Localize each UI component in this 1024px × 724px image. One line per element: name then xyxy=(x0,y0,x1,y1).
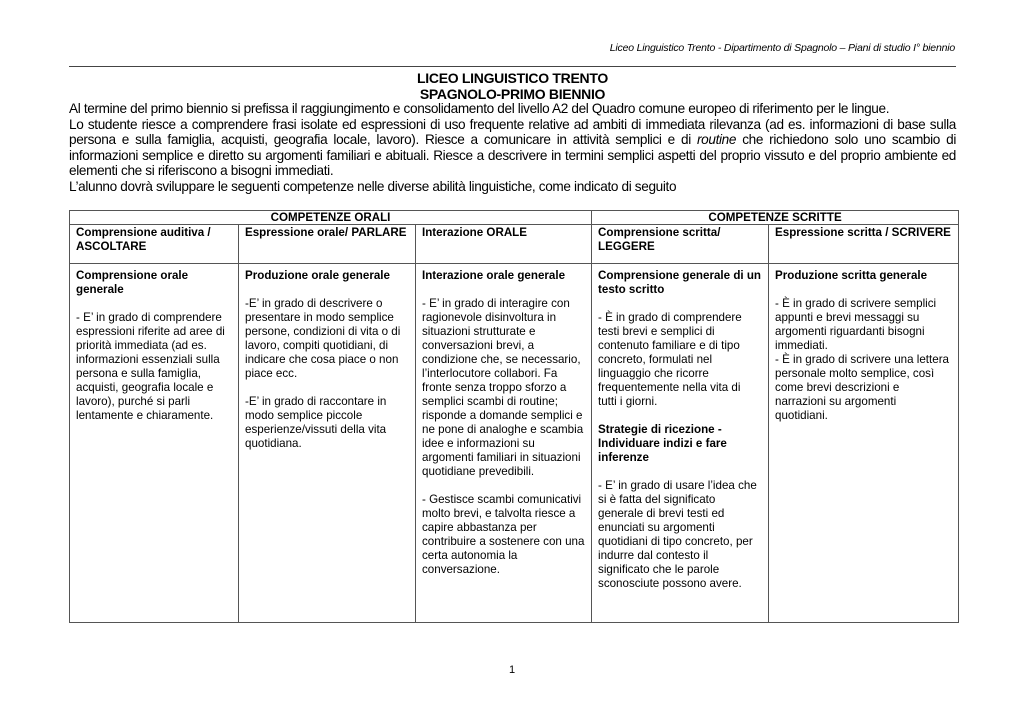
cell-heading: Produzione orale generale xyxy=(245,269,390,282)
table-cell xyxy=(239,264,416,623)
cell-text: - È in grado di comprendere testi brevi e semplici di contenuto familiare e di tipo concreto, formulati nel linguaggio che ricorre frequentemente nella vita di tutti i giorni. xyxy=(598,311,742,408)
column-header: Comprensione scritta/ LEGGERE xyxy=(592,225,769,264)
document-titles xyxy=(69,70,956,102)
table-cell xyxy=(70,264,239,623)
cell-text: - È in grado di scrivere semplici appunti e brevi messaggi su argomenti riguardanti bisogni immediati. xyxy=(775,297,937,352)
cell-text: - E’ in grado di comprendere espressioni riferite ad aree di priorità immediata (ad es. informazioni essenziali sulla persona e sulla famiglia, acquisti, geografia locale e lavoro), purché si parli lentamente e chiaramente. xyxy=(76,311,225,422)
group-oral: COMPETENZE ORALI xyxy=(70,211,592,225)
column-header: Interazione ORALE xyxy=(416,225,592,264)
competences-table xyxy=(69,210,959,623)
table-row xyxy=(70,264,959,623)
cell-text: - Gestisce scambi comunicativi molto brevi, e talvolta riesce a capire abbastanza per contribuire a sostenere con una certa autonomia la conversazione. xyxy=(422,493,585,576)
document-title: LICEO LINGUISTICO TRENTO xyxy=(417,70,608,86)
table-cell xyxy=(769,264,959,623)
cell-heading: Comprensione orale generale xyxy=(76,269,189,296)
column-header-row xyxy=(70,225,959,264)
intro-text xyxy=(69,101,956,195)
table-cell xyxy=(416,264,592,623)
intro-p2-part: Lo studente riesce a comprendere frasi isolate ed espressioni di uso frequente relative ad ambiti di immediata rilevanza (ad es. informazioni di base sulla persona e sulla famiglia, acquisti, geografia locale, lavoro). Riesce a comunicare in attività semplici e di xyxy=(69,116,956,148)
cell-text: - E’ in grado di usare l’idea che si è fatta del significato generale di brevi testi ed enunciati su argomenti quotidiani di tipo concreto, per indurre dal contesto il significato che le parole sconosciute possono avere. xyxy=(598,479,757,590)
cell-heading: Interazione orale generale xyxy=(422,269,566,282)
intro-paragraph-2 xyxy=(69,117,956,179)
intro-paragraph-1: Al termine del primo biennio si prefissa il raggiungimento e consolidamento del livello A2 del Quadro comune europeo di riferimento per le lingue. xyxy=(69,101,890,116)
table-cell xyxy=(592,264,769,623)
cell-text: -E’ in grado di raccontare in modo semplice piccole esperienze/vissuti della vita quotidiana. xyxy=(245,395,387,450)
cell-heading: Strategie di ricezione - Individuare indizi e fare inferenze xyxy=(598,423,727,464)
cell-text: - E’ in grado di interagire con ragionevole disinvoltura in situazioni strutturate e conversazioni brevi, a condizione che, se necessario, l’interlocutore collabori. Fa fronte senza troppo sforzo a semplici scambi di routine; risponde a domande semplici e ne pone di analoghe e scambia idee e informazioni su argomenti familiari in situazioni quotidiane prevedibili. xyxy=(422,297,584,478)
intro-paragraph-3: L’alunno dovrà sviluppare le seguenti competenze nelle diverse abilità linguistiche, come indicato di seguito xyxy=(69,178,677,194)
page-number: 1 xyxy=(508,664,516,676)
document-subtitle: SPAGNOLO-PRIMO BIENNIO xyxy=(419,86,606,102)
header-rule xyxy=(69,66,956,67)
cell-text: - È in grado di scrivere una lettera personale molto semplice, così come brevi descrizioni e narrazioni su argomenti quotidiani. xyxy=(775,353,950,422)
column-header: Espressione scritta / SCRIVERE xyxy=(769,225,959,264)
column-header: Espressione orale/ PARLARE xyxy=(239,225,416,264)
running-header: Liceo Linguistico Trento - Dipartimento di Spagnolo – Piani di studio I° biennio xyxy=(609,42,955,54)
cell-text: -E’ in grado di descrivere o presentare in modo semplice persone, condizioni di vita o di lavoro, compiti quotidiani, di indicare che cosa piace o non piace ecc. xyxy=(245,297,401,380)
cell-heading: Produzione scritta generale xyxy=(775,269,928,282)
intro-p2-part: che richiedono solo uno scambio di informazioni semplice e diretto su argomenti familiari e abituali. Riesce a descrivere in termini semplici aspetti del proprio vissuto e del proprio ambiente ed elementi che si riferiscono a bisogni immediati. xyxy=(69,132,956,179)
cell-heading: Comprensione generale di un testo scritto xyxy=(598,269,762,296)
group-header-row xyxy=(70,211,959,225)
group-written: COMPETENZE SCRITTE xyxy=(592,211,959,225)
column-header: Comprensione auditiva / ASCOLTARE xyxy=(70,225,239,264)
intro-p2-italic: routine xyxy=(696,132,737,148)
